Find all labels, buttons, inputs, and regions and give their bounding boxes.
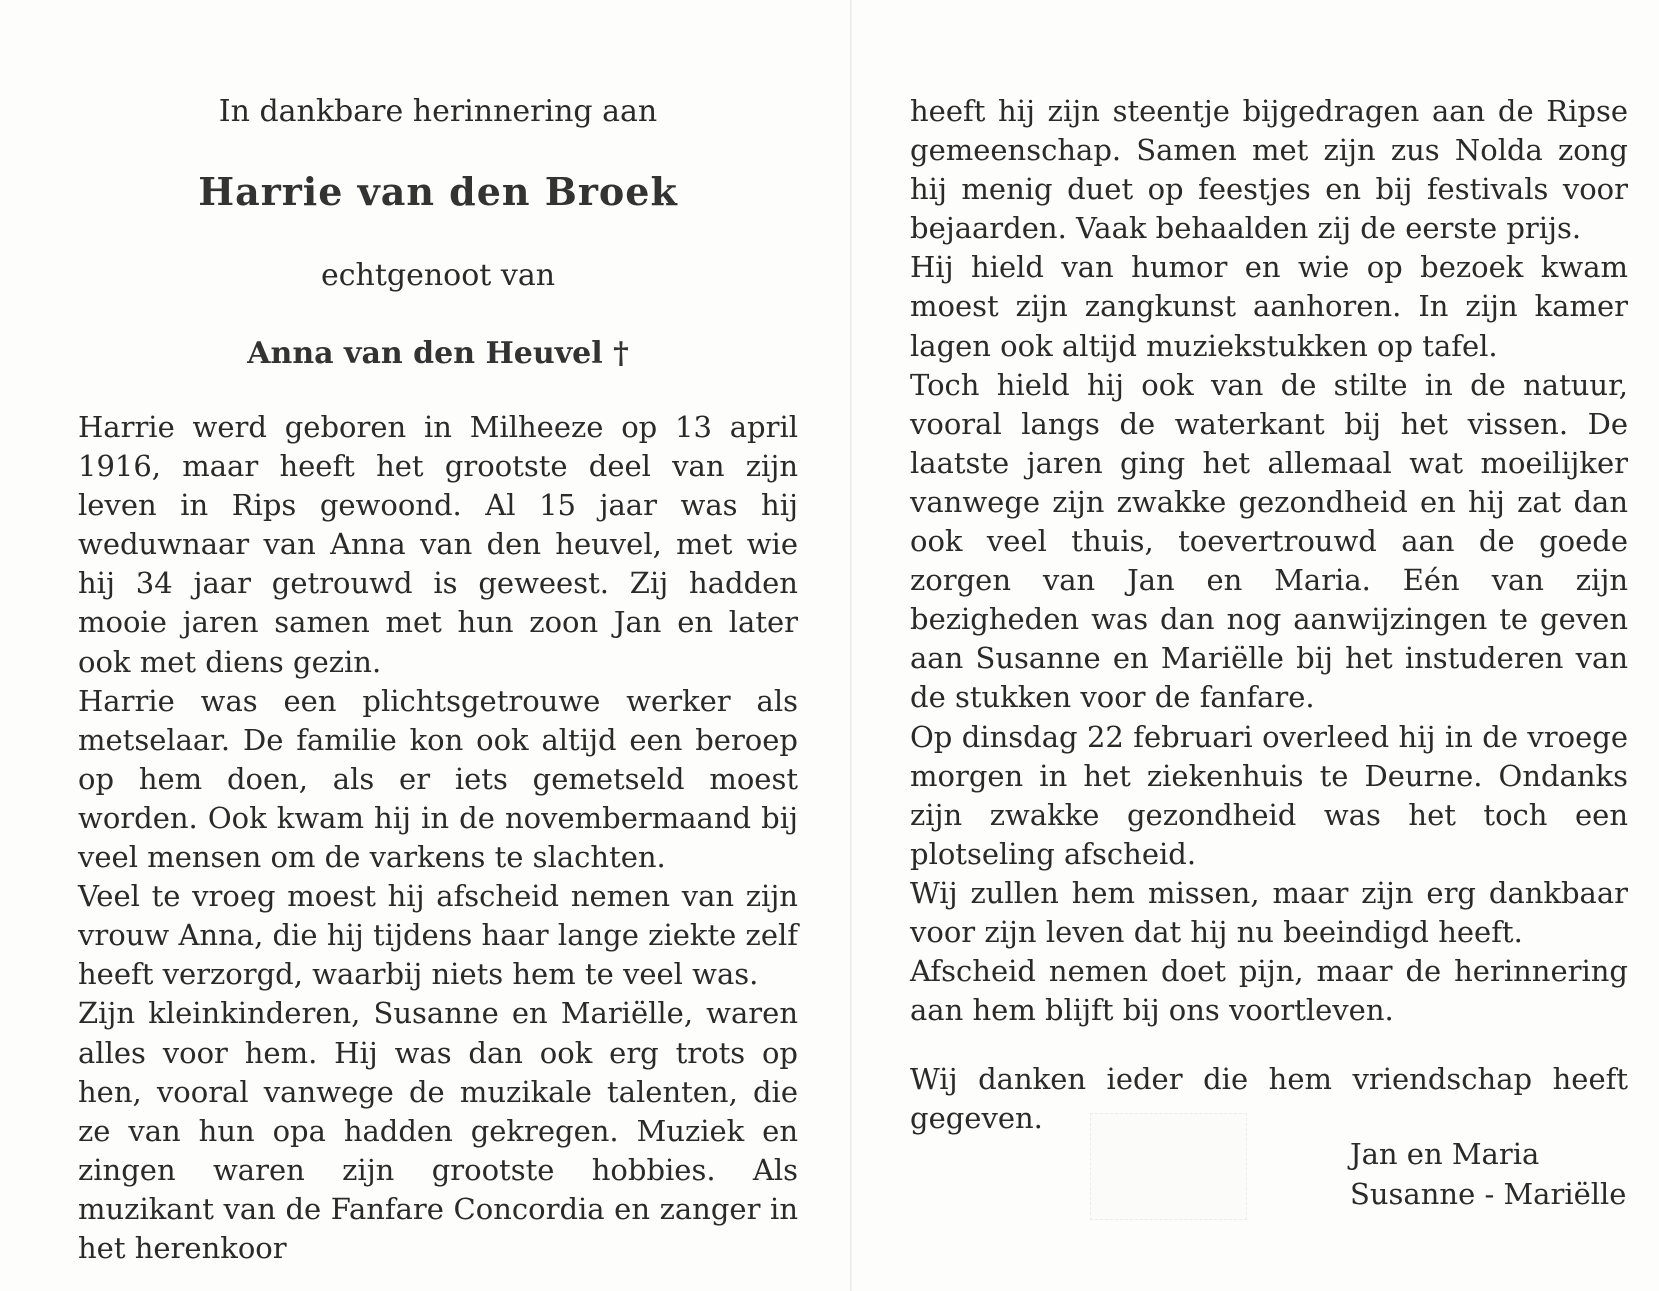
paragraph: Harrie was een plichtsgetrouwe werker als metselaar. De familie kon ook altijd een beroep op hem doen, als er iets gemetseld moest worden. Ook kwam hij in de novembermaand bij veel mensen om de varkens te slachten.: [78, 683, 798, 875]
paragraph: Harrie werd geboren in Milheeze op 13 april 1916, maar heeft het grootste deel van zijn leven in Rips gewoond. Al 15 jaar was hij weduwnaar van Anna van den heuvel, met wie hij 34 jaar getrouwd is geweest. Zij hadden mooie jaren samen met hun zoon Jan en later ook met diens gezin.: [78, 410, 798, 679]
left-panel: [78, 92, 798, 1268]
card-fold: [850, 0, 852, 1291]
paragraph: heeft hij zijn steentje bijgedragen aan de Ripse gemeenschap. Samen met zijn zus Nolda zong hij menig duet op feestjes en bij festivals voor bejaarden. Vaak behaalden zij de eerste prijs.: [910, 94, 1628, 246]
paragraph: Veel te vroeg moest hij afscheid nemen van zijn vrouw Anna, die hij tijdens haar lange ziekte zelf heeft verzorgd, waarbij niets hem te veel was.: [78, 879, 798, 992]
paragraph: Hij hield van humor en wie op bezoek kwam moest zijn zangkunst aanhoren. In zijn kamer lagen ook altijd muziekstukken op tafel.: [910, 250, 1628, 363]
paragraph: Toch hield hij ook van de stilte in de natuur, vooral langs de waterkant bij het vissen. De laatste jaren ging het allemaal wat moeilijker vanwege zijn zwakke gezondheid en hij zat dan ook veel thuis, toevertrouwd aan de goede zorgen van Jan en Maria. Eén van zijn bezigheden was dan nog aanwijzingen te geven aan Susanne en Mariëlle bij het instuderen van de stukken voor de fanfare.: [910, 367, 1628, 715]
faded-photo-area: [1090, 1113, 1247, 1220]
right-panel: [910, 92, 1628, 1138]
signature-line: Susanne - Mariëlle: [1350, 1177, 1627, 1211]
spouse-label: echtgenoot van: [320, 258, 556, 293]
thanks-line: Wij danken ieder die hem vriendschap heeft gegeven.: [910, 1062, 1628, 1136]
signature-line: Jan en Maria: [1350, 1137, 1540, 1171]
deceased-name: Harrie van den Broek: [198, 169, 678, 214]
paragraph: Op dinsdag 22 februari overleed hij in de vroege morgen in het ziekenhuis te Deurne. Ondanks zijn zwakke gezondheid was het toch een plotseling afscheid.: [910, 719, 1628, 871]
paragraph: Zijn kleinkinderen, Susanne en Mariëlle, waren alles voor hem. Hij was dan ook erg trots op hen, vooral vanwege de muzikale talenten, die ze van hun opa hadden gekregen. Muziek en zingen waren zijn grootste hobbies. Als muzikant van de Fanfare Concordia en zanger in het herenkoor: [78, 996, 798, 1265]
paragraph: Afscheid nemen doet pijn, maar de herinnering aan hem blijft bij ons voortleven.: [910, 954, 1628, 1028]
paragraph: Wij zullen hem missen, maar zijn erg dankbaar voor zijn leven dat hij nu beeindigd heeft.: [910, 875, 1628, 949]
signature: [1350, 1134, 1626, 1214]
left-body-text: [78, 408, 798, 1268]
spouse-name: Anna van den Heuvel †: [247, 336, 629, 371]
right-body-text: [910, 92, 1628, 1030]
intro-line: In dankbare herinnering aan: [218, 94, 658, 129]
